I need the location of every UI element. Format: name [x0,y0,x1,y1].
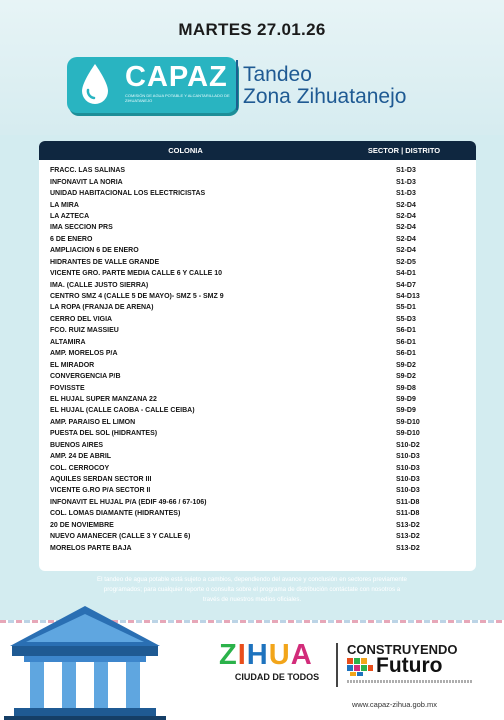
colonia-cell: COL. LOMAS DIAMANTE (HIDRANTES) [50,510,181,518]
zihua-letter: H [246,639,269,671]
table-row [39,531,476,542]
table-header [39,141,476,160]
sector-cell: S1-D3 [396,190,416,198]
colonia-cell: FRACC. LAS SALINAS [50,167,126,175]
table-row [39,188,476,199]
sector-cell: S13-D2 [396,544,420,552]
sector-cell: S10-D3 [396,487,420,495]
colonia-cell: IMA SECCION PRS [50,224,113,232]
colonia-cell: EL HUJAL (CALLE CAOBA - CALLE CEIBA) [50,407,195,415]
colonia-cell: EL MIRADOR [50,361,95,369]
table-row [39,268,476,279]
table-body [39,160,476,554]
table-row [39,211,476,222]
colonia-cell: AMP. PARAISO EL LIMON [50,418,136,426]
sector-cell: S9-D9 [396,395,416,403]
sector-cell: S10-D2 [396,441,420,449]
sector-cell: S10-D3 [396,453,420,461]
footer-separator [336,643,338,687]
table-row [39,257,476,268]
table-row [39,291,476,302]
notice-line: programados; para cualquier reporte o consulta sobre el programa de distribución contáctate con nosotros a [103,586,401,593]
sector-cell: S4-D1 [396,270,416,278]
table-row [39,451,476,462]
colonia-cell: CERRO DEL VIGIA [50,315,113,323]
colonia-cell: AMP. 24 DE ABRIL [50,453,112,461]
futuro-text: Futuro [376,654,443,677]
table-row [39,314,476,325]
sector-cell: S11-D8 [396,498,420,506]
logo-word: CAPAZ [125,61,228,93]
colonia-cell: PUESTA DEL SOL (HIDRANTES) [50,430,158,438]
colonia-cell: LA AZTECA [50,212,90,220]
colonia-cell: LA ROPA (FRANJA DE ARENA) [50,304,154,312]
table-row [39,474,476,485]
construyendo-text: CONSTRUYENDO [347,642,458,657]
sector-cell: S1-D3 [396,167,416,175]
table-row [39,279,476,290]
table-row [39,508,476,519]
colonia-cell: HIDRANTES DE VALLE GRANDE [50,258,160,266]
colonia-cell: VICENTE G.RO P/A SECTOR II [50,487,151,495]
sector-cell: S10-D3 [396,476,420,484]
zihua-letter: U [268,639,291,671]
sector-cell: S13-D2 [396,533,420,541]
sector-cell: S4-D13 [396,293,420,301]
futuro-tagline-rule [347,680,472,683]
sector-cell: S6-D1 [396,327,416,335]
colonia-cell: 6 DE ENERO [50,235,93,243]
colonia-cell: CENTRO SMZ 4 (CALLE 5 DE MAYO)- SMZ 5 - SMZ 9 [50,293,224,301]
colonia-cell: NUEVO AMANECER (CALLE 3 Y CALLE 6) [50,533,191,541]
sector-cell: S5-D3 [396,315,416,323]
water-drop-icon [80,63,110,105]
table-row [39,245,476,256]
colonia-cell: MORELOS PARTE BAJA [50,544,132,552]
government-building-icon [0,600,170,720]
logo-subtitle: COMISIÓN DE AGUA POTABLE Y ALCANTARILLADO DE ZIHUATANEJO [125,93,230,103]
colonia-cell: AMP. MORELOS P/A [50,350,118,358]
table-row [39,222,476,233]
colonia-cell: VICENTE GRO. PARTE MEDIA CALLE 6 Y CALLE 10 [50,270,223,278]
colonia-cell: LA MIRA [50,201,79,209]
colonia-cell: AMPLIACION 6 DE ENERO [50,247,139,255]
zihua-logo [219,640,313,670]
page-title-line1: Tandeo [243,63,312,86]
colonia-cell: BUENOS AIRES [50,441,104,449]
table-row [39,302,476,313]
table-row [39,520,476,531]
table-row [39,359,476,370]
sector-cell: S9-D9 [396,407,416,415]
date-heading: MARTES 27.01.26 [178,20,326,39]
table-row [39,199,476,210]
sector-cell: S13-D2 [396,521,420,529]
colonia-cell: EL HUJAL SUPER MANZANA 22 [50,395,157,403]
table-row [39,428,476,439]
sector-cell: S2-D4 [396,247,416,255]
table-row [39,405,476,416]
colonia-cell: INFONAVIT LA NORIA [50,178,123,186]
schedule-table [39,141,476,571]
table-row [39,417,476,428]
sector-cell: S6-D1 [396,350,416,358]
sector-cell: S6-D1 [396,338,416,346]
sector-cell: S2-D4 [396,201,416,209]
sector-cell: S9-D2 [396,361,416,369]
colonia-cell: UNIDAD HABITACIONAL LOS ELECTRICISTAS [50,190,206,198]
table-row [39,485,476,496]
sector-cell: S9-D2 [396,373,416,381]
notice-line: través de nuestros medios oficiales. [202,596,302,603]
sector-cell: S1-D3 [396,178,416,186]
sector-cell: S4-D7 [396,281,416,289]
colonia-cell: INFONAVIT EL HUJAL P/A (EDIF 49-66 / 67-106) [50,498,207,506]
sector-cell: S10-D3 [396,464,420,472]
sector-cell: S5-D1 [396,304,416,312]
colonia-cell: CONVERGENCIA P/B [50,373,121,381]
sector-cell: S2-D4 [396,212,416,220]
table-row [39,382,476,393]
table-row [39,176,476,187]
mosaic-logo-icon [347,658,373,676]
column-header-colonia: COLONIA [168,146,203,155]
table-row [39,337,476,348]
column-header-sector: SECTOR | DISTRITO [367,146,441,155]
colonia-cell: COL. CERROCOY [50,464,110,472]
table-row [39,234,476,245]
capaz-logo [67,57,237,113]
table-row [39,440,476,451]
website-url: www.capaz-zihua.gob.mx [352,700,438,709]
colonia-cell: 20 DE NOVIEMBRE [50,521,114,529]
logo-divider [236,60,238,110]
colonia-cell: FOVISSTE [50,384,85,392]
sector-cell: S11-D8 [396,510,420,518]
sector-cell: S2-D4 [396,235,416,243]
table-row [39,542,476,553]
sector-cell: S9-D10 [396,430,420,438]
zihua-letter: Z [219,639,238,671]
table-row [39,348,476,359]
table-row [39,165,476,176]
colonia-cell: FCO. RUIZ MASSIEU [50,327,119,335]
table-row [39,394,476,405]
sector-cell: S2-D5 [396,258,416,266]
zihua-letter: A [290,639,313,671]
table-row [39,371,476,382]
colonia-cell: IMA. (CALLE JUSTO SIERRA) [50,281,149,289]
table-row [39,325,476,336]
table-row [39,462,476,473]
sector-cell: S2-D4 [396,224,416,232]
colonia-cell: ALTAMIRA [50,338,86,346]
ciudad-de-todos-text: CIUDAD DE TODOS [234,672,320,682]
table-row [39,497,476,508]
sector-cell: S9-D10 [396,418,420,426]
colonia-cell: AQUILES SERDAN SECTOR III [50,476,152,484]
page-title-line2: Zona Zihuatanejo [243,85,407,108]
zihua-letter: I [237,639,247,671]
notice-line: El tandeo de agua potable está sujeto a cambios, dependiendo del avance y conclusión en sectores previamente [97,576,407,583]
sector-cell: S9-D8 [396,384,416,392]
